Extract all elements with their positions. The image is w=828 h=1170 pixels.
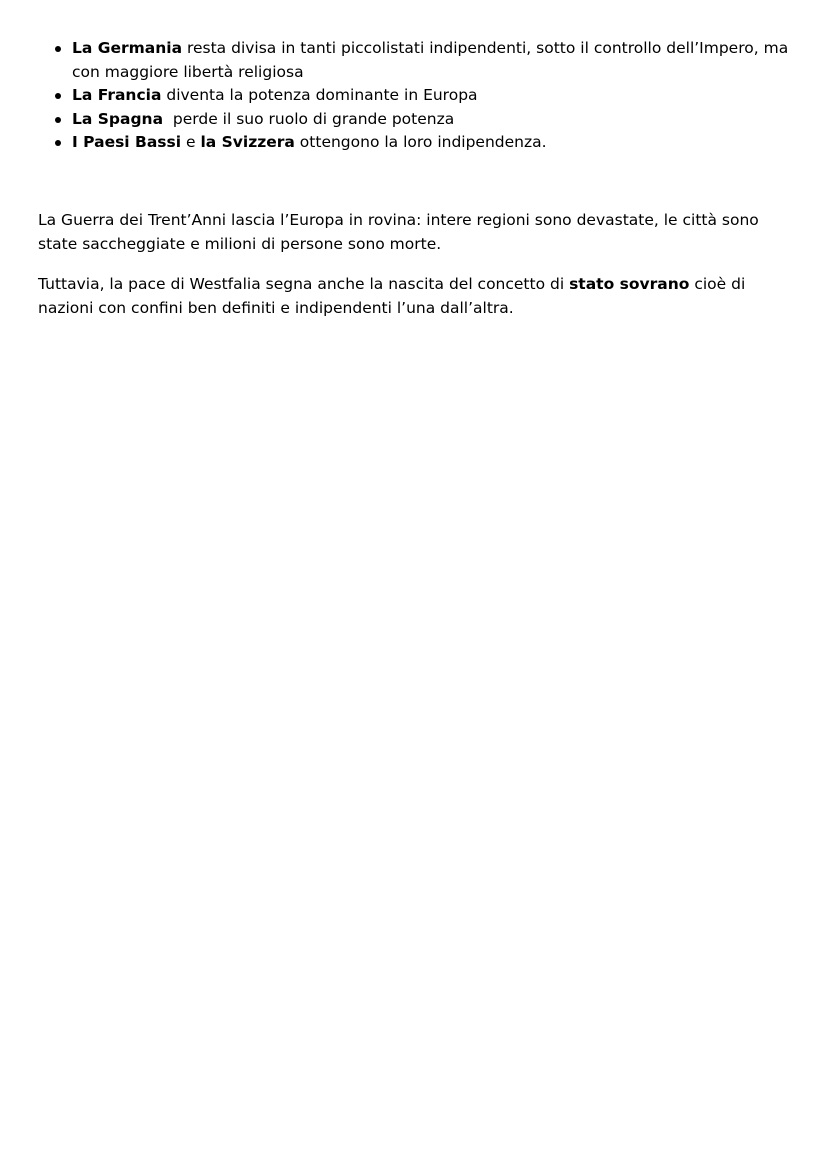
consequences-list bbox=[72, 37, 792, 155]
paragraph-ruin: La Guerra dei Trent’Anni lascia l’Europa in rovina: intere regioni sono devastate, le città sono state saccheggiate e milioni di persone sono morte. bbox=[38, 211, 759, 253]
list-item-bold: La Spagna bbox=[72, 109, 164, 128]
list-item-text: perde il suo ruolo di grande potenza bbox=[163, 109, 455, 128]
list-item-text: resta divisa in tanti piccolistati indipendenti, sotto il controllo dell’Impero, ma con maggiore libertà religiosa bbox=[72, 39, 789, 81]
list-item-bold: La Germania bbox=[72, 39, 183, 57]
list-item-text: e bbox=[181, 133, 201, 151]
list-item bbox=[72, 131, 792, 155]
list-item-text: ottengono la loro indipendenza. bbox=[294, 133, 547, 151]
bullet-icon bbox=[55, 93, 61, 99]
list-item bbox=[72, 84, 792, 108]
bullet-icon bbox=[55, 46, 61, 52]
list-item bbox=[72, 108, 792, 132]
list-item-bold: La Francia bbox=[72, 86, 162, 104]
paragraph-text: cioè di nazioni con confini ben definiti e indipendenti l’una dall’altra. bbox=[38, 275, 746, 317]
list-item-bold: I Paesi Bassi bbox=[72, 133, 182, 151]
bullet-icon bbox=[55, 117, 61, 123]
paragraph-text: Tuttavia, la pace di Westfalia segna anche la nascita del concetto di bbox=[38, 275, 570, 293]
bullet-icon bbox=[55, 140, 61, 146]
list-item-text: diventa la potenza dominante in Europa bbox=[161, 86, 478, 104]
paragraph-bold: stato sovrano bbox=[569, 275, 690, 293]
list-item bbox=[72, 37, 792, 84]
paragraph-westfalia bbox=[38, 273, 798, 320]
list-item-bold: la Svizzera bbox=[200, 133, 295, 151]
